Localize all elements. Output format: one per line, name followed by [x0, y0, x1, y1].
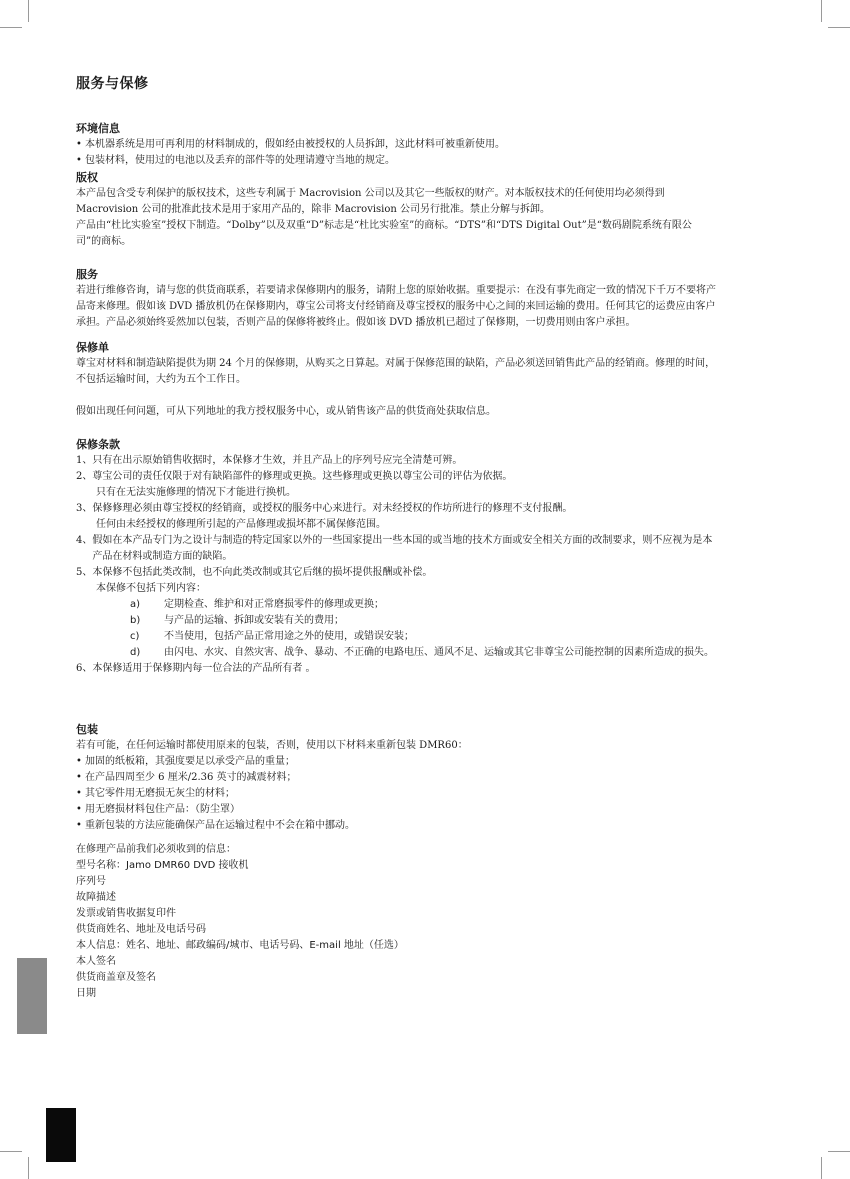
info-line: 日期 — [76, 988, 96, 999]
env-section — [76, 120, 716, 169]
terms-item-number: 3、 — [76, 503, 93, 514]
info-line: 发票或销售收据复印件 — [76, 908, 176, 919]
crop-mark — [821, 1157, 822, 1179]
copyright-paragraph: 产品由“杜比实验室”授权下制造。“Dolby”以及双重“D”标志是“杜比实验室”的商标。“DTS”和“DTS Digital Out”是“数码剧院系统有限公司”的商标。 — [76, 220, 692, 247]
terms-subitem-letter: a) — [130, 599, 141, 610]
terms-subitem — [76, 597, 716, 613]
terms-subitem — [76, 613, 716, 629]
terms-item-text: 只有在出示原始销售收据时，本保修才生效，并且产品上的序列号应完全清楚可辨。 — [92, 455, 463, 466]
info-line: 序列号 — [76, 876, 106, 887]
packaging-heading: 包装 — [76, 723, 98, 736]
terms-subitem — [76, 645, 716, 661]
env-bullet: • 本机器系统是用可再利用的材料制成的，假如经由被授权的人员拆卸，这此材料可被重新使用。 — [76, 137, 716, 153]
terms-item-number: 4、 — [76, 535, 93, 546]
terms-item — [76, 501, 716, 517]
packaging-bullet: • 其它零件用无磨损无灰尘的材料； — [76, 786, 716, 802]
crop-mark — [828, 27, 850, 28]
env-bullet: • 包装材料，使用过的电池以及丢弃的部件等的处理请遵守当地的规定。 — [76, 153, 716, 169]
terms-item-continuation: 任何由未经授权的修理所引起的产品修理或损坏都不属保修范围。 — [96, 519, 386, 530]
service-heading: 服务 — [76, 268, 98, 281]
copyright-paragraph: 本产品包含受专利保护的版权技术，这些专利属于 Macrovision 公司以及其它一些版权的财产。对本版权技术的任何使用均必须得到 Macrovision 公司的批准此技术是用于家用产品的，除非 Macrovision 公司另行批准。禁止分解与拆卸。 — [76, 188, 665, 215]
terms-heading: 保修条款 — [76, 438, 120, 451]
crop-mark — [821, 0, 822, 22]
info-intro: 在修理产品前我们必须收到的信息： — [76, 844, 236, 855]
terms-item — [76, 661, 716, 677]
terms-subitem — [76, 629, 716, 645]
packaging-bullet: • 用无磨损材料包住产品：（防尘罩） — [76, 802, 716, 818]
crop-mark — [0, 27, 22, 28]
terms-item-text: 尊宝公司的责任仅限于对有缺陷部件的修理或更换。这些修理或更换以尊宝公司的评估为依据。 — [92, 471, 513, 482]
terms-subitem-text: 定期检查、维护和对正常磨损零件的修理或更换； — [164, 599, 384, 610]
info-line: 供货商姓名、地址及电话号码 — [76, 924, 206, 935]
terms-subitem-text: 不当使用，包括产品正常用途之外的使用，或错误安装； — [164, 631, 414, 642]
packaging-bullet: • 重新包装的方法应能确保产品在运输过程中不会在箱中挪动。 — [76, 818, 716, 834]
crop-mark — [28, 1157, 29, 1179]
terms-item-text: 保修修理必须由尊宝授权的经销商，或授权的服务中心来进行。对未经授权的作坊所进行的修理不支付报酬。 — [92, 503, 573, 514]
terms-subitem-text: 与产品的运输、拆卸或安装有关的费用； — [164, 615, 344, 626]
warranty-heading: 保修单 — [76, 341, 109, 354]
packaging-section — [76, 721, 716, 834]
terms-item-number: 5、 — [76, 567, 93, 578]
crop-mark — [28, 0, 29, 22]
info-line: 型号名称：Jamo DMR60 DVD 接收机 — [76, 860, 249, 871]
info-line: 供货商盖章及签名 — [76, 972, 156, 983]
page-title: 服务与保修 — [76, 76, 149, 92]
terms-section — [76, 436, 716, 677]
terms-subitem-letter: b) — [130, 615, 141, 626]
service-section — [76, 266, 716, 331]
crop-mark — [828, 1151, 850, 1152]
terms-subitem-letter: c) — [130, 631, 140, 642]
info-line: 本人签名 — [76, 956, 116, 967]
service-text: 若进行维修咨询，请与您的供货商联系，若要请求保修期内的服务，请附上您的原始收据。重要提示：在没有事先商定一致的情况下千万不要将产品寄来修理。假如该 DVD 播放机仍在保修期内，尊宝公司将支付经销商及尊宝授权的服务中心之间的来回运输的费用。任何其它的运费应由客户承担。产品必须始终妥然加以包装，否则产品的保修将被终止。假如该 DVD 播放机已超过了保修期，一切费用则由客户承担。 — [76, 285, 716, 328]
terms-item-continuation: 本保修不包括下列内容： — [96, 583, 206, 594]
side-tab-gray — [17, 958, 47, 1034]
terms-item — [76, 533, 716, 565]
packaging-bullet: • 加固的纸板箱，其强度要足以承受产品的重量； — [76, 754, 716, 770]
terms-item-number: 6、 — [76, 663, 93, 674]
crop-mark — [0, 1151, 22, 1152]
warranty-text: 尊宝对材料和制造缺陷提供为期 24 个月的保修期，从购买之日算起。对属于保修范围的缺陷，产品必须送回销售此产品的经销商。修理的时间，不包括运输时间，大约为五个工作日。 — [76, 358, 716, 385]
info-line: 本人信息：姓名、地址、邮政编码/城市、电话号码、E-mail 地址（任选） — [76, 940, 404, 951]
packaging-bullet: • 在产品四周至少 6 厘米/2.36 英寸的减震材料； — [76, 770, 716, 786]
terms-item-number: 1、 — [76, 455, 93, 466]
side-tab-black — [46, 1108, 76, 1162]
terms-item — [76, 469, 716, 485]
packaging-intro: 若有可能，在任何运输时都使用原来的包装，否则，使用以下材料来重新包装 DMR60： — [76, 740, 468, 751]
terms-item-text: 本保修适用于保修期内每一位合法的产品所有者 。 — [92, 663, 316, 674]
terms-item-text: 本保修不包括此类改制，也不向此类改制或其它后继的损坏提供报酬或补偿。 — [92, 567, 433, 578]
terms-subitem-text: 由闪电、水灾、自然灾害、战争、暴动、不正确的电路电压、通风不足、运输或其它非尊宝公司能控制的因素所造成的损失。 — [164, 647, 714, 658]
warranty-section — [76, 339, 716, 420]
terms-item — [76, 453, 716, 469]
copyright-section — [76, 169, 716, 250]
document-body — [76, 120, 716, 1002]
terms-subitem-letter: d) — [130, 647, 141, 658]
info-line: 故障描述 — [76, 892, 116, 903]
env-heading: 环境信息 — [76, 122, 120, 135]
terms-item-text: 假如在本产品专门为之设计与制造的特定国家以外的一些国家提出一些本国的或当地的技术方面或安全相关方面的改制要求，则不应视为是本产品在材料或制造方面的缺陷。 — [92, 535, 713, 562]
info-section — [76, 842, 716, 1002]
warranty-note: 假如出现任何问题，可从下列地址的我方授权服务中心，或从销售该产品的供货商处获取信息。 — [76, 406, 496, 417]
copyright-heading: 版权 — [76, 171, 98, 184]
terms-item-number: 2、 — [76, 471, 93, 482]
terms-item-continuation: 只有在无法实施修理的情况下才能进行换机。 — [96, 487, 296, 498]
terms-item — [76, 565, 716, 581]
